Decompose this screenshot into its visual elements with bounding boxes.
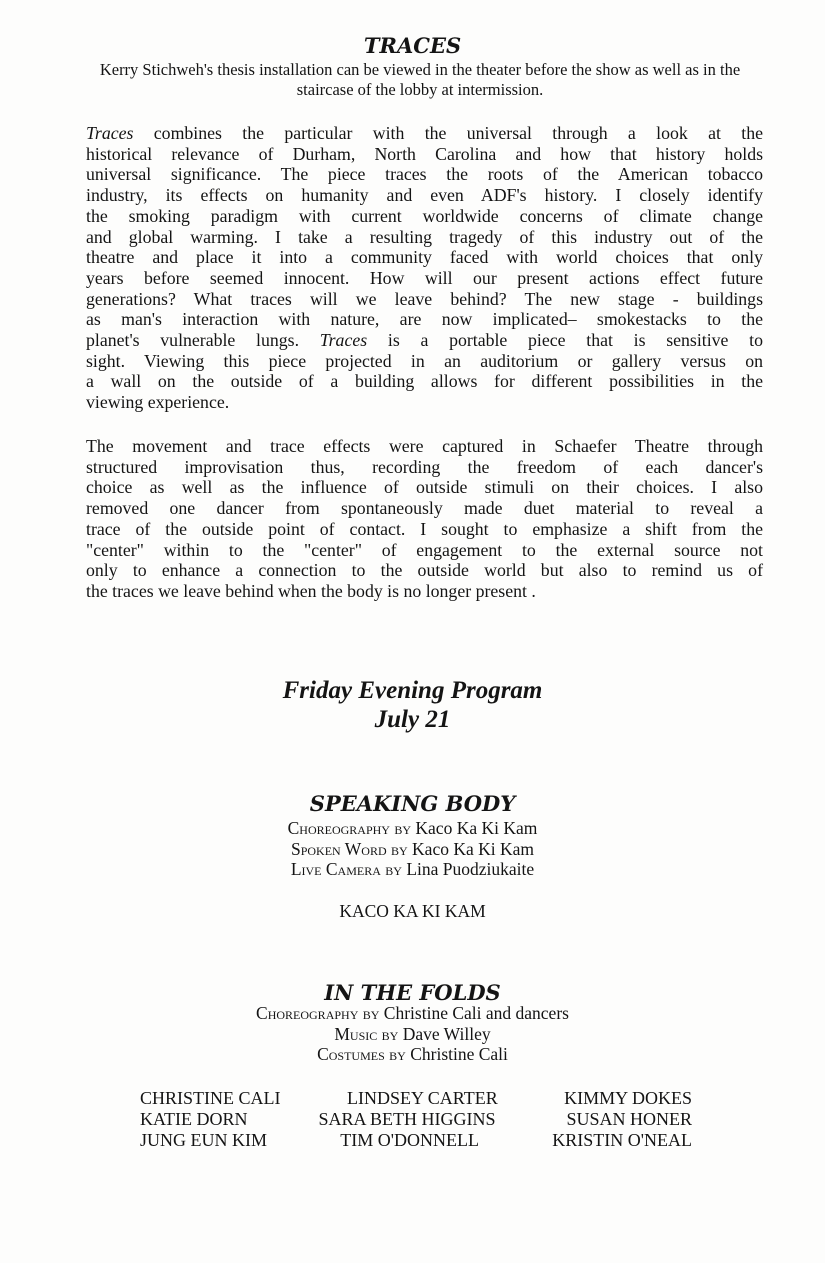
paragraph-line: years before seemed innocent. How will our present actions effect future — [86, 267, 763, 288]
paragraph-line: Traces combines the particular with the universal through a look at the — [86, 123, 763, 143]
credit-line: Music by Dave Willey — [334, 1023, 491, 1044]
dancer-name: KATIE DORN — [140, 1109, 248, 1129]
traces-paragraph-1 — [86, 123, 763, 413]
dancer-name: KRISTIN O'NEAL — [552, 1130, 692, 1150]
program-title: Friday Evening Program — [282, 677, 543, 704]
traces-title: TRACES — [363, 33, 462, 58]
paragraph-line: a wall on the outside of a building allows for different possibilities in the — [86, 371, 763, 392]
speaking-body-dancer: KACO KA KI KAM — [339, 901, 486, 921]
paragraph-line: generations? What traces will we leave behind? The new stage - buildings — [86, 288, 763, 309]
traces-intro: Kerry Stichweh's thesis installation can be viewed in the theater before the show as well as in the staircase of the lobby at intermission. — [99, 60, 741, 99]
credit-line: Costumes by Christine Cali — [317, 1044, 508, 1064]
paragraph-line: trace of the outside point of contact. I sought to emphasize a shift from the — [86, 518, 763, 539]
credit-line: Live Camera by Lina Puodziukaite — [290, 859, 535, 879]
paragraph-line: planet's vulnerable lungs. Traces is a portable piece that is sensitive to — [86, 330, 763, 351]
paragraph-line: and global warming. I take a resulting tragedy of this industry out of the — [86, 226, 763, 247]
traces-italic-word: Traces — [319, 330, 368, 351]
dancer-name: KIMMY DOKES — [564, 1088, 692, 1108]
speaking-body-title: SPEAKING BODY — [309, 791, 516, 816]
dancer-row — [140, 1130, 692, 1151]
paragraph-line: the traces we leave behind when the body is no longer present . — [86, 580, 536, 601]
paragraph-line: as man's interaction with nature, are now implicated– smokestacks to the — [86, 309, 763, 330]
paragraph-line: The movement and trace effects were captured in Schaefer Theatre through — [86, 436, 763, 456]
dancer-name: LINDSEY CARTER — [346, 1088, 498, 1108]
paragraph-line: sight. Viewing this piece projected in an auditorium or gallery versus on — [86, 350, 763, 371]
paragraph-line: structured improvisation thus, recording the freedom of each dancer's — [86, 456, 763, 477]
paragraph-line: universal significance. The piece traces the roots of the American tobacco — [86, 164, 763, 185]
paragraph-line: choice as well as the influence of outside stimuli on their choices. I also — [86, 477, 763, 498]
dancer-name: JUNG EUN KIM — [140, 1130, 267, 1150]
speaking-body-credits — [0, 818, 825, 880]
in-the-folds-title: IN THE FOLDS — [324, 980, 501, 1005]
traces-italic-word: Traces — [86, 123, 134, 143]
paragraph-line: viewing experience. — [86, 392, 230, 413]
credit-line: Spoken Word by Kaco Ka Ki Kam — [290, 838, 535, 859]
paragraph-line: only to enhance a connection to the outside world but also to remind us of — [86, 560, 763, 581]
dancer-name: CHRISTINE CALI — [140, 1088, 281, 1108]
in-the-folds-credits — [0, 1003, 825, 1065]
paragraph-line: industry, its effects on humanity and even ADF's history. I closely identify — [86, 185, 763, 206]
dancer-name: SUSAN HONER — [566, 1109, 692, 1129]
dancer-row — [140, 1109, 692, 1130]
paragraph-line: "center" within to the "center" of engagement to the external source not — [86, 539, 763, 560]
credit-line: Choreography by Kaco Ka Ki Kam — [287, 818, 538, 838]
credit-line: Choreography by Christine Cali and dancers — [256, 1003, 569, 1023]
dancer-name: TIM O'DONNELL — [340, 1130, 479, 1150]
paragraph-line: theatre and place it into a community faced with world choices that only — [86, 247, 763, 268]
paragraph-line: historical relevance of Durham, North Carolina and how that history holds — [86, 143, 763, 164]
paragraph-line: the smoking paradigm with current worldwide concerns of climate change — [86, 205, 763, 226]
program-date: July 21 — [374, 706, 451, 733]
in-the-folds-dancers — [140, 1088, 692, 1151]
paragraph-line: removed one dancer from spontaneously made duet material to reveal a — [86, 498, 763, 519]
traces-paragraph-2 — [86, 436, 763, 602]
dancer-name: SARA BETH HIGGINS — [318, 1109, 496, 1129]
dancer-row — [140, 1088, 692, 1109]
